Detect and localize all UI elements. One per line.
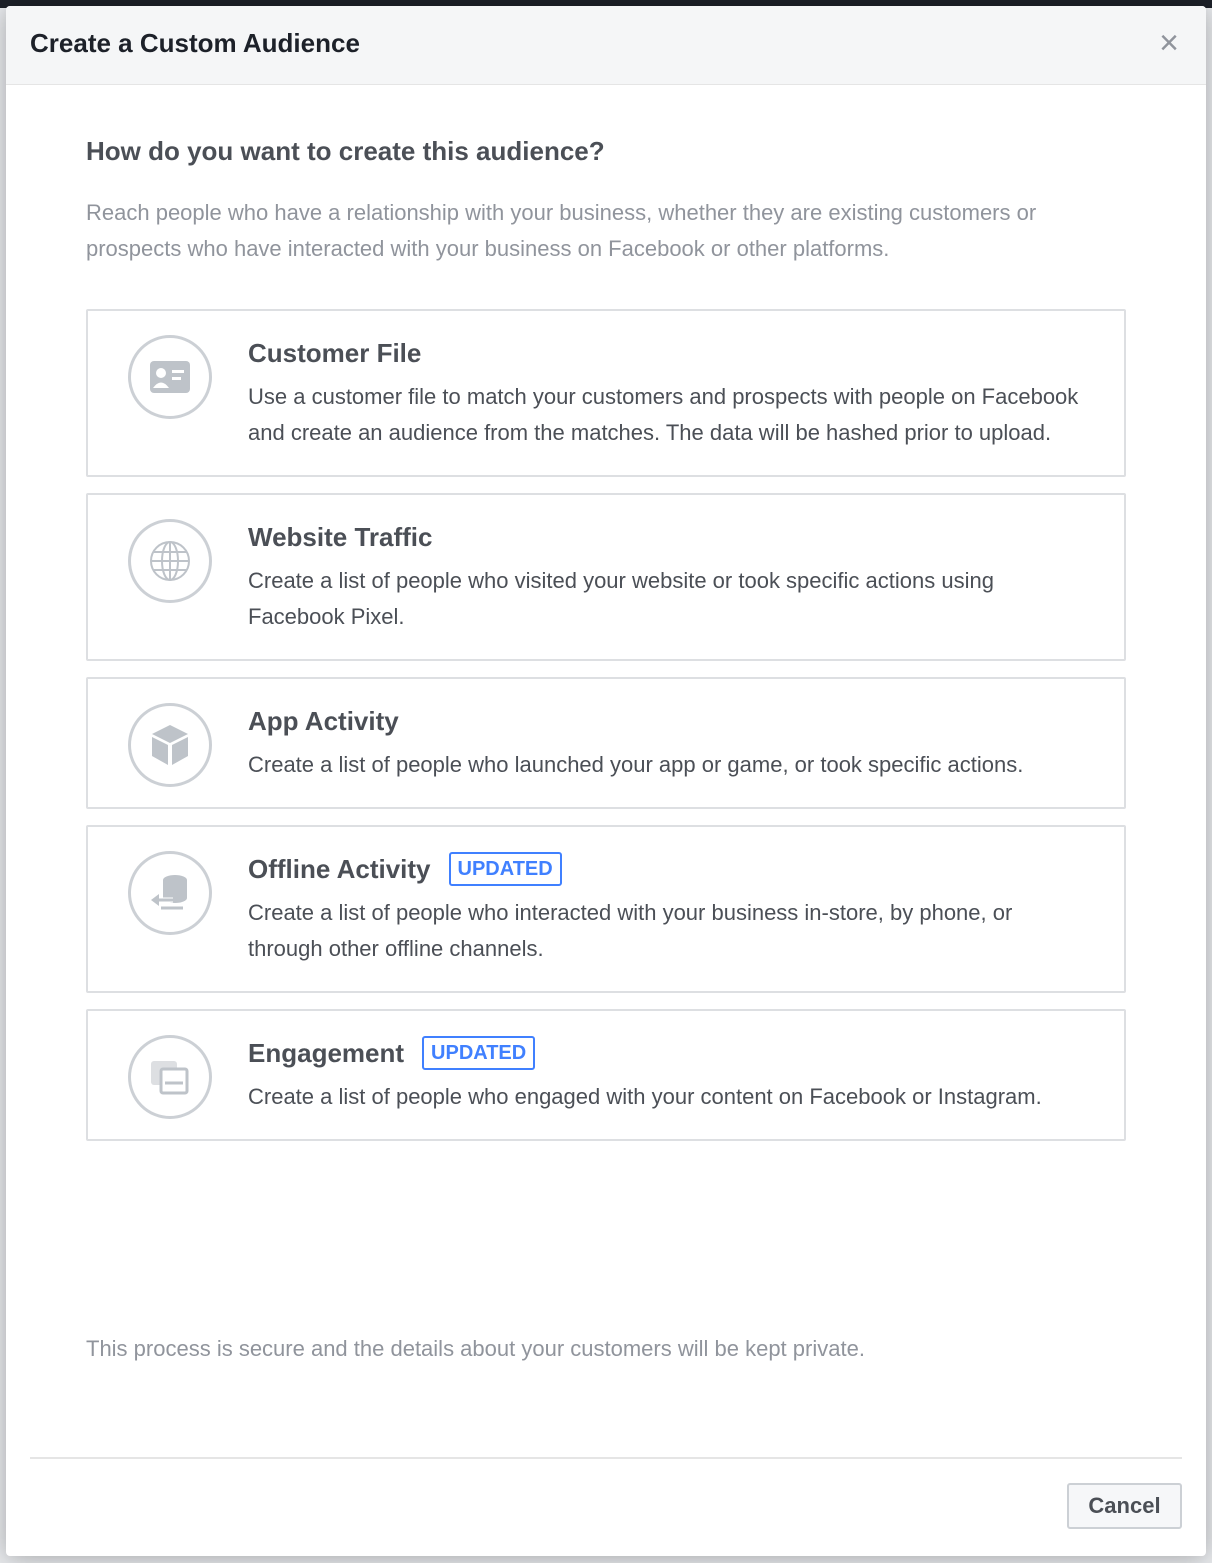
- dialog-title: Create a Custom Audience: [30, 28, 360, 58]
- option-text: [248, 495, 1124, 659]
- option-text: [248, 311, 1124, 475]
- globe-icon: [128, 519, 212, 603]
- dialog-body: [86, 86, 1126, 1157]
- intro-text: Reach people who have a relationship with your business, whether they are existing customers or prospects who have interacted with your business on Facebook or other platforms.: [86, 200, 1037, 261]
- dialog-header: [6, 6, 1206, 85]
- option-text: [248, 679, 1124, 807]
- privacy-note: This process is secure and the details about your customers will be kept private.: [86, 1336, 865, 1361]
- option-title-label: App Activity: [248, 705, 399, 736]
- option-description: Create a list of people who interacted with your business in-store, by phone, or through other offline channels.: [248, 900, 1013, 961]
- option-website-traffic[interactable]: [86, 493, 1126, 661]
- create-custom-audience-dialog: [6, 6, 1206, 1556]
- option-text: [248, 827, 1124, 991]
- option-title-label: Customer File: [248, 337, 422, 368]
- updated-badge: UPDATED: [449, 852, 562, 886]
- option-description: Create a list of people who engaged with your content on Facebook or Instagram.: [248, 1084, 1042, 1109]
- footer-divider: [30, 1457, 1182, 1459]
- option-description: Use a customer file to match your customers and prospects with people on Facebook and create an audience from the matches. The data will be hashed prior to upload.: [248, 384, 1079, 445]
- option-title-label: Engagement: [248, 1037, 405, 1068]
- option-title-label: Offline Activity: [248, 853, 431, 884]
- option-title: [248, 703, 1084, 739]
- option-title: [248, 851, 1084, 887]
- option-title: [248, 519, 1084, 555]
- option-description: Create a list of people who visited your website or took specific actions using Facebook Pixel.: [248, 568, 994, 629]
- option-title-label: Website Traffic: [248, 521, 433, 552]
- option-app-activity[interactable]: [86, 677, 1126, 809]
- option-text: [248, 1011, 1124, 1139]
- option-description: Create a list of people who launched your app or game, or took specific actions.: [248, 752, 1024, 777]
- id-card-icon: [128, 335, 212, 419]
- cube-icon: [128, 703, 212, 787]
- audience-options: [86, 309, 1126, 1141]
- option-offline-activity[interactable]: [86, 825, 1126, 993]
- option-title: [248, 335, 1084, 371]
- database-sync-icon: [128, 851, 212, 935]
- option-customer-file[interactable]: [86, 309, 1126, 477]
- close-icon[interactable]: ×: [1159, 24, 1179, 62]
- option-engagement[interactable]: [86, 1009, 1126, 1141]
- option-title: [248, 1035, 1084, 1071]
- cancel-button[interactable]: Cancel: [1067, 1483, 1182, 1529]
- stacked-cards-icon: [128, 1035, 212, 1119]
- page-question: How do you want to create this audience?: [86, 136, 605, 166]
- updated-badge: UPDATED: [422, 1036, 535, 1070]
